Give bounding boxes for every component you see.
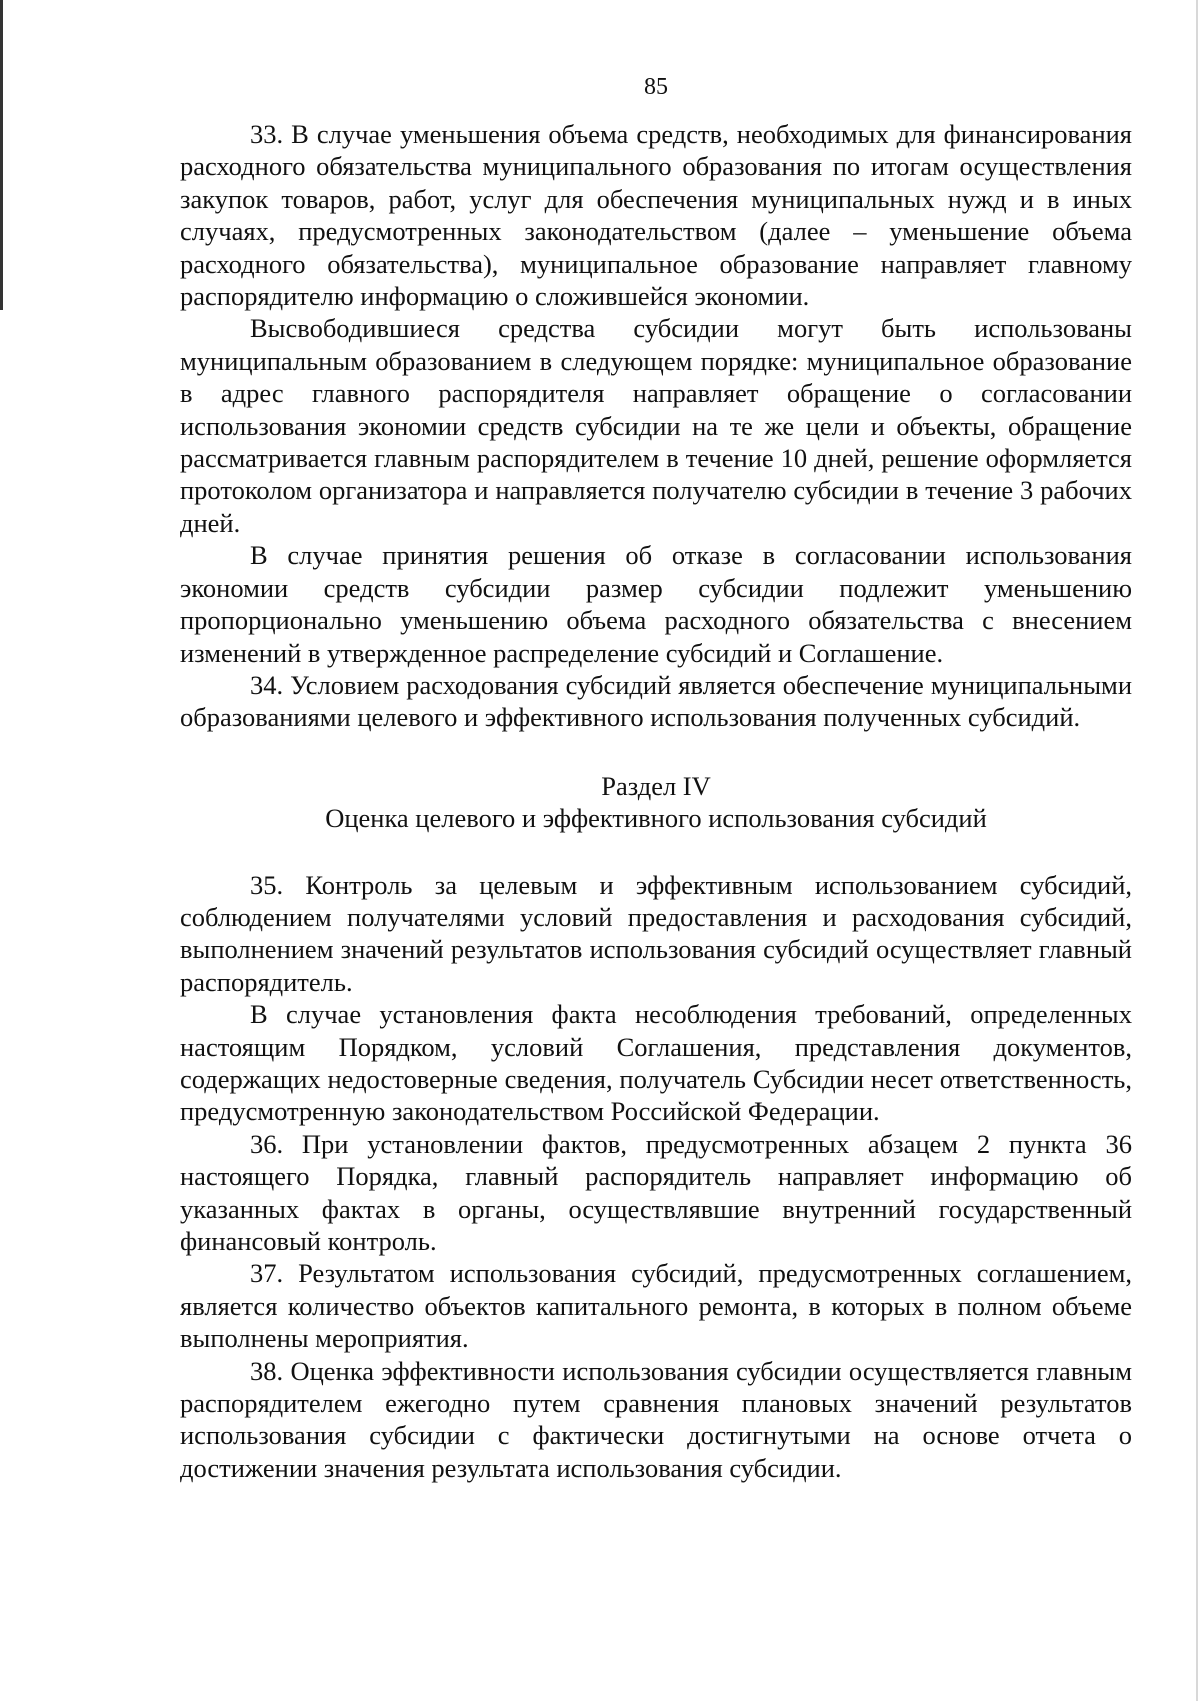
page-number: 85	[644, 74, 668, 100]
scan-edge-left	[0, 0, 3, 310]
paragraph-38: 38. Оценка эффективности использования субсидии осуществляется главным распорядителем ежегодно путем сравнения плановых значений результатов использования субсидии с фактически достигнутыми на основе отчета о достижении значения результата использования субсидии.	[180, 1355, 1132, 1483]
paragraph-37: 37. Результатом использования субсидий, предусмотренных соглашением, является количество объектов капитального ремонта, в которых в полном объеме выполнены мероприятия.	[180, 1258, 1132, 1354]
scan-edge-right	[1196, 0, 1198, 1701]
paragraph-34: 34. Условием расходования субсидий является обеспечение муниципальными образованиями целевого и эффективного использования полученных субсидий.	[180, 669, 1132, 733]
document-body	[180, 118, 1132, 1484]
section-spacer-top	[180, 734, 1132, 770]
paragraph-refusal: В случае принятия решения об отказе в согласовании использования экономии средств субсидии размер субсидии подлежит уменьшению пропорционально уменьшению объема расходного обязательства с внесением изменений в утвержденное распределение субсидий и Соглашение.	[180, 540, 1132, 668]
paragraph-35: 35. Контроль за целевым и эффективным использованием субсидий, соблюдением получателями условий предоставления и расходования субсидий, выполнением значений результатов использования субсидий осуществляет главный распорядитель.	[180, 869, 1132, 997]
section-title: Оценка целевого и эффективного использования субсидий	[325, 803, 987, 834]
paragraph-freed-funds: Высвободившиеся средства субсидии могут быть использованы муниципальным образованием в следующем порядке: муниципальное образование в адрес главного распорядителя направляет обращение о согласовании использования экономии средств субсидии на те же цели и объекты, обращение рассматривается главным распорядителем в течение 10 дней, решение оформляется протоколом организатора и направляется получателю субсидии в течение 3 рабочих дней.	[180, 313, 1132, 538]
section-heading: Раздел IV	[601, 770, 711, 801]
paragraph-violation: В случае установления факта несоблюдения требований, определенных настоящим Порядком, условий Соглашения, представления документов, содержащих недостоверные сведения, получатель Субсидии несет ответственность, предусмотренную законодательством Российской Федерации.	[180, 999, 1132, 1127]
paragraph-33: 33. В случае уменьшения объема средств, необходимых для финансирования расходного обязательства муниципального образования по итогам осуществления закупок товаров, работ, услуг для обеспечения муниципальных нужд и в иных случаях, предусмотренных законодательством (далее – уменьшение объема расходного обязательства), муниципальное образование направляет главному распорядителю информацию о сложившейся экономии.	[180, 119, 1132, 312]
section-spacer-bottom	[180, 835, 1132, 869]
paragraph-36: 36. При установлении фактов, предусмотренных абзацем 2 пункта 36 настоящего Порядка, главный распорядитель направляет информацию об указанных фактах в органы, осуществлявшие внутренний государственный финансовый контроль.	[180, 1128, 1132, 1256]
